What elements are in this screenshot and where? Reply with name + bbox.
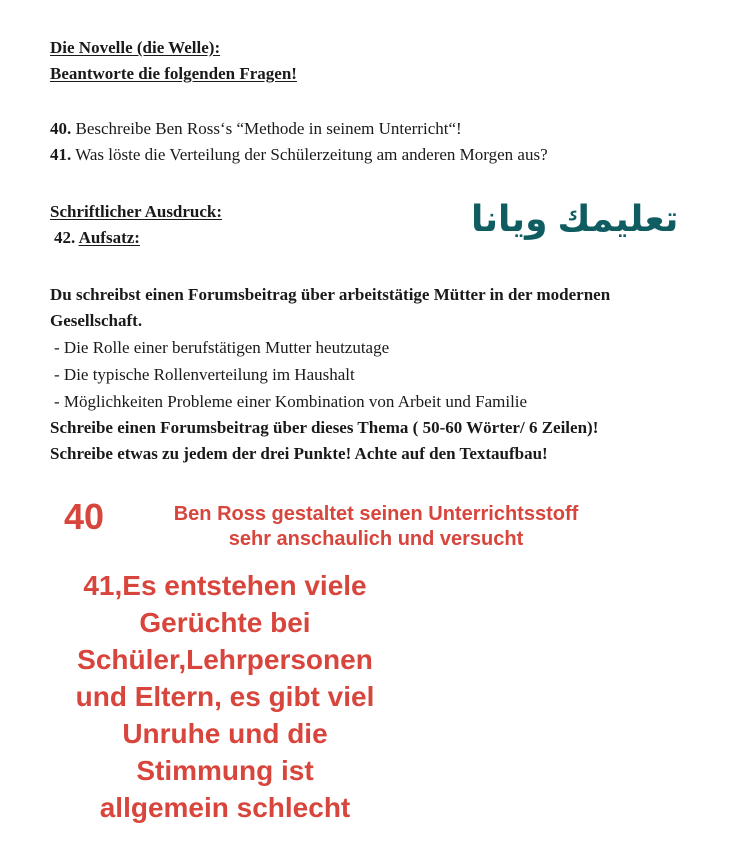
answer-40-label: 40: [64, 496, 105, 537]
answer-41-line: Gerüchte bei: [139, 607, 311, 638]
question-text: Was löste die Verteilung der Schülerzeitung am anderen Morgen aus?: [75, 145, 548, 164]
answer-41-line: 41,Es entstehen viele: [83, 570, 367, 601]
bullet-item: - Die typische Rollenverteilung im Haushalt: [54, 365, 355, 384]
task-heading: [54, 228, 140, 248]
instruction-line-1: Schreibe einen Forumsbeitrag über dieses Thema ( 50-60 Wörter/ 6 Zeilen)!: [50, 418, 599, 437]
instruction-line-2: Schreibe etwas zu jedem der drei Punkte! Achte auf den Textaufbau!: [50, 444, 548, 463]
instruction-heading: Beantworte die folgenden Fragen!: [50, 64, 297, 83]
section-title: Schriftlicher Ausdruck:: [50, 202, 223, 221]
arabic-watermark: تعليمك ويانا: [471, 198, 679, 239]
answer-41-line: Stimmung ist: [136, 755, 314, 786]
answer-41-line: allgemein schlecht: [99, 792, 351, 823]
task-title: Aufsatz:: [78, 228, 140, 247]
bullet-item: - Möglichkeiten Probleme einer Kombination von Arbeit und Familie: [54, 392, 528, 411]
question-text: Beschreibe Ben Ross‘s “Methode in seinem Unterricht“!: [75, 119, 462, 138]
bullet-item: - Die Rolle einer berufstätigen Mutter heutzutage: [54, 338, 390, 357]
answer-40-line: sehr anschaulich und versucht: [228, 528, 524, 550]
answer-41-text: [40, 567, 410, 826]
question-number: 41.: [50, 145, 72, 164]
prompt-line-1: Du schreibst einen Forumsbeitrag über arbeitstätige Mütter in der modernen: [50, 285, 611, 304]
prompt-line-2: Gesellschaft.: [50, 311, 143, 330]
answer-41-line: und Eltern, es gibt viel: [75, 681, 375, 712]
document-title: Die Novelle (die Welle):: [50, 38, 221, 57]
answer-40-line: Ben Ross gestaltet seinen Unterrichtsstoff: [173, 503, 579, 525]
task-number: 42.: [54, 228, 76, 247]
question-40: [50, 119, 462, 139]
question-41: [50, 145, 548, 165]
answer-41-line: Unruhe und die: [122, 718, 328, 749]
answer-41-line: Schüler,Lehrpersonen: [77, 644, 373, 675]
question-number: 40.: [50, 119, 72, 138]
answer-40-text: [158, 502, 594, 552]
